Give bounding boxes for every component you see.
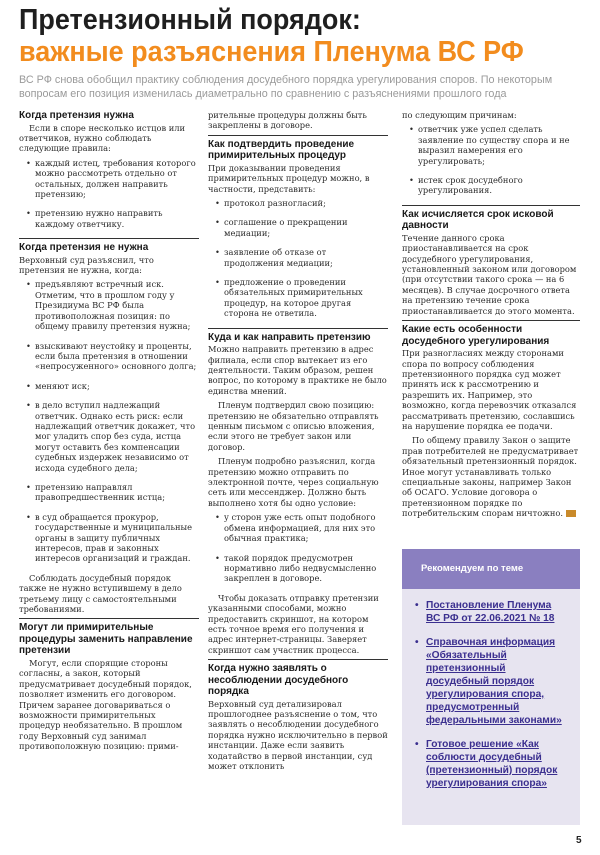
paragraph: рительные процедуры должны быть закреплены в договоре. [208, 110, 367, 131]
paragraph: Верховный суд детализировал прошлогоднее разъяснение о том, что заявлять о несоблюдении досудебного порядка нужно исключительно в первой инстанции. Даже если заявить ходатайство в первой инстанции, суд может отклонить [208, 698, 388, 772]
paragraph: Могут, если спорящие стороны согласны, а закон, который предусматривает досудебный порядок, позволяет изменить его договором. Причем заранее договариваться о возможности примирительных процедур необязательно. В прошлом году Верховный суд занимал противоположную позицию: прими- [19, 657, 192, 752]
column-2 [208, 110, 388, 776]
paragraph: Чтобы доказать отправку претензии указанными способами, можно предоставить скриншот, на котором есть точное время его получения и адрес интернет-страницы. Заверяет скриншот сам участник процесса. [208, 592, 379, 655]
list-item: • каждый истец, требования которого можно рассмотреть отдельно от остальных, должен направить претензию; [35, 158, 199, 200]
paragraph: по следующим причинам: [402, 110, 517, 120]
article-title-line-2: важные разъяснения Пленума ВС РФ [19, 36, 524, 68]
bullet-list [208, 512, 388, 583]
recommended-box [402, 549, 580, 825]
section-heading: Какие есть особенности досудебного урегулирования [402, 320, 580, 347]
list-item: • истек срок досудебного урегулирования. [418, 175, 580, 196]
article-lead: ВС РФ снова обобщил практику соблюдения досудебного порядка урегулирования споров. По некоторым вопросам его позиция изменилась диаметрально по сравнению с разъяснениями прошлого года [19, 74, 553, 100]
section-heading: Когда нужно заявлять о несоблюдении досудебного порядка [208, 659, 388, 698]
bullet-list [19, 158, 199, 229]
paragraph [402, 435, 580, 518]
bullet-list [19, 279, 199, 563]
list-item: • заявление об отказе от продолжения медиации; [224, 247, 388, 268]
list-item: • у сторон уже есть опыт подобного обмена информацией, для них это обычная практика; [224, 512, 388, 543]
list-item: • предъявляют встречный иск. Отметим, что в прошлом году у Президиума ВС РФ была противоположная позиция: по общему правилу претензия нужна; [35, 279, 199, 331]
page-number: 5 [576, 835, 582, 846]
list-item: • меняют иск; [35, 381, 199, 391]
list-item: • в суд обращается прокурор, государственные и муниципальные органы в защиту публичных интересов, прав и законных интересов организаций и граждан. [35, 512, 199, 564]
column-3 [402, 110, 580, 523]
recommended-box-heading: Рекомендуем по теме [402, 549, 580, 589]
list-item: • такой порядок предусмотрен нормативно либо недвусмысленно закреплен в договоре. [224, 553, 388, 584]
list-item: • протокол разногласий; [224, 198, 388, 208]
bullet-list [208, 198, 388, 319]
end-of-article-icon [566, 510, 576, 517]
section-heading: Когда претензия нужна [19, 110, 134, 121]
list-item: • соглашение о прекращении медиации; [224, 217, 388, 238]
list-item: • ответчик уже успел сделать заявление по существу спора и не выразил намерения его урегулировать; [418, 124, 580, 166]
section-heading: Как подтвердить проведение примирительных процедур [208, 135, 388, 162]
list-item: • в дело вступил надлежащий ответчик. Однако есть риск: если надлежащий ответчик докажет, что мог уладить спор без суда, истца могут оставить без компенсации судебных издержек независимо от исхода судебного дела; [35, 400, 199, 473]
paragraph: Соблюдать досудебный порядок также не нужно вступившему в дело третьему лицу с самостоятельными требованиями. [19, 572, 182, 615]
recommended-links [402, 589, 580, 790]
paragraph: Пленум подробно разъяснил, когда претензию можно отправить по электронной почте, через социальную сеть или мессенджер. Должно быть выполнено хотя бы одно условие: [208, 456, 379, 508]
paragraph: Верховный суд разъяснил, что претензия не нужна, когда: [19, 254, 154, 276]
list-item: • претензию направлял правопредшественник истца; [35, 482, 199, 503]
paragraph: Если в споре несколько истцов или ответчиков, нужно соблюдать следующие правила: [19, 122, 186, 154]
section-heading: Могут ли примирительные процедуры заменить направление претензии [19, 618, 199, 657]
section-heading: Куда и как направить претензию [208, 328, 388, 344]
recommended-link[interactable]: • Справочная информация «Обязательный претензионный досудебный порядок урегулирования спора, предусмотренный федеральными законами» [426, 636, 568, 727]
paragraph: При доказывании проведения примирительных процедур можно, в частности, представить: [208, 162, 370, 194]
section-heading: Как исчисляется срок исковой давности [402, 205, 580, 232]
list-item: • взыскивают неустойку и проценты, если была претензия в отношении «непросуженного» основного долга; [35, 341, 199, 372]
paragraph: Можно направить претензию в адрес филиала, если спор вытекает из его деятельности. Таким образом, решен вопрос, по которому в практике не было единства мнений. [208, 344, 387, 396]
list-item: • претензию нужно направить каждому ответчику. [35, 208, 199, 229]
article-title-line-1: Претензионный порядок: [19, 4, 361, 36]
column-1 [19, 110, 199, 756]
paragraph: Течение данного срока приостанавливается на срок досудебного урегулирования, установленный законом или договором (при отсутствии такого срока — на 6 месяцев). В случае досрочного ответа на претензию течение срока приостанавливается до этого момента. [402, 232, 577, 316]
paragraph-text: По общему правилу Закон о защите прав потребителей не предусматривает обязательный претензионный порядок. Иное могут устанавливать только специальные законы, например Закон об ОСАГО. Условие договора о претензионном порядке по потребительским спорам ничтожно. [402, 435, 579, 519]
paragraph: Пленум подтвердил свою позицию: претензию не обязательно отправлять ценным письмом с описью вложения, если этого не требует закон или договор. [208, 400, 379, 452]
section-heading: Когда претензия не нужна [19, 238, 199, 254]
recommended-link[interactable]: • Готовое решение «Как соблюсти досудебный (претензионный) порядок урегулирования спора» [426, 738, 568, 790]
bullet-list [402, 124, 580, 195]
list-item: • предложение о проведении обязательных примирительных процедур, на которое другая сторона не ответила. [224, 277, 388, 319]
paragraph: При разногласиях между сторонами спора по вопросу соблюдения претензионного порядка суд может принять иск к рассмотрению и разрешить их. Например, это возможно, когда перевозчик отказался рассматривать претензию, сославшись на нарушение порядка ее подачи. [402, 348, 577, 431]
recommended-link[interactable]: • Постановление Пленума ВС РФ от 22.06.2021 № 18 [426, 599, 568, 625]
